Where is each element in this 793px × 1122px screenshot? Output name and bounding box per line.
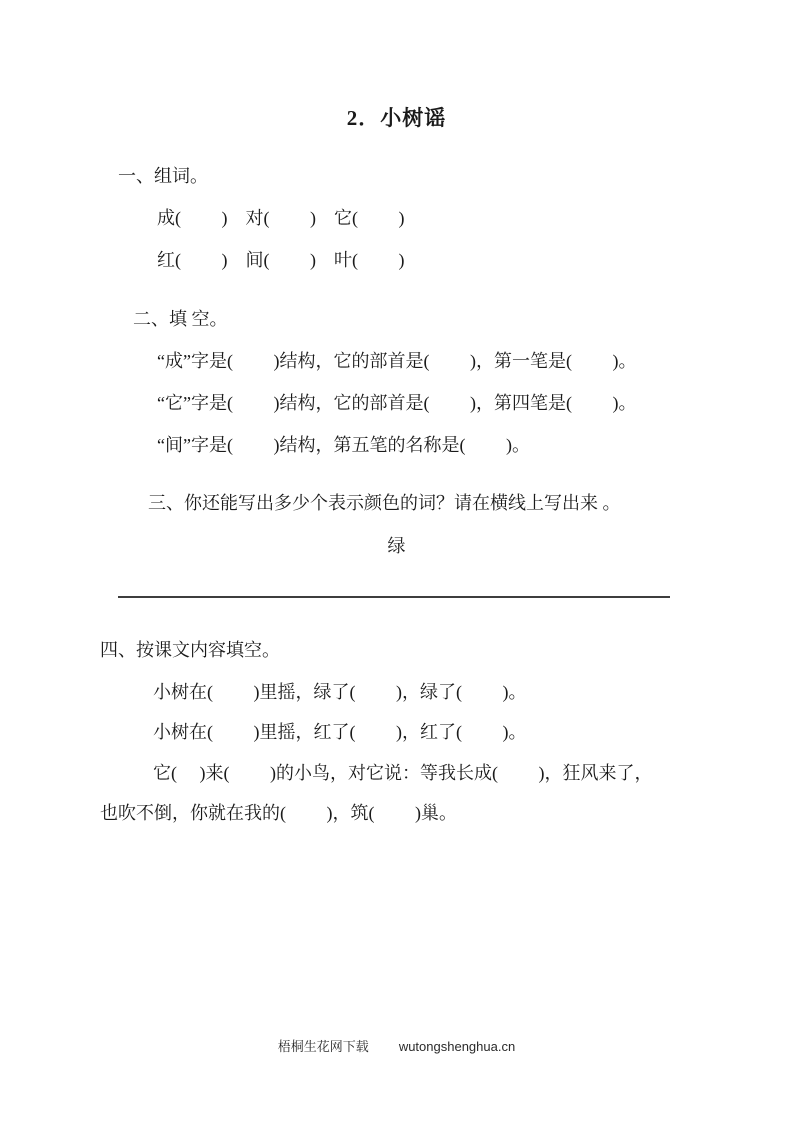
section-four-sentence: 小树在( )里摇，红了( )，红了( )。 (153, 722, 527, 742)
answer-writing-line (118, 596, 670, 598)
footer-site-name: 梧桐生花网下载 (277, 1039, 369, 1054)
page-title: 2．小树谣 (346, 106, 447, 130)
section-three-example-word: 绿 (387, 536, 406, 556)
page-footer (0, 1038, 793, 1055)
section-four-sentence: 它( )来( )的小鸟，对它说：等我长成( )，狂风来了， (153, 763, 653, 783)
section-two-heading: 二、填 空。 (133, 309, 228, 329)
section-two-sentence: “它”字是( )结构，它的部首是( )，第四笔是( )。 (157, 393, 637, 413)
section-one-heading: 一、组词。 (118, 166, 208, 186)
section-three-heading: 三、你还能写出多少个表示颜色的词？请在横线上写出来 。 (148, 493, 621, 513)
section-one-blank-row: 红( ) 间( ) 叶( ) (157, 250, 405, 270)
section-one-blank-row: 成( ) 对( ) 它( ) (157, 208, 405, 228)
section-four-heading: 四、按课文内容填空。 (100, 640, 280, 660)
section-two-sentence: “成”字是( )结构，它的部首是( )，第一笔是( )。 (157, 351, 637, 371)
section-four-sentence: 小树在( )里摇，绿了( )，绿了( )。 (153, 682, 527, 702)
footer-site-url: wutongshenghua.cn (398, 1039, 516, 1054)
section-two-sentence: “间”字是( )结构，第五笔的名称是( )。 (157, 435, 530, 455)
section-four-sentence-wrap: 也吹不倒，你就在我的( )，筑( )巢。 (100, 803, 457, 823)
